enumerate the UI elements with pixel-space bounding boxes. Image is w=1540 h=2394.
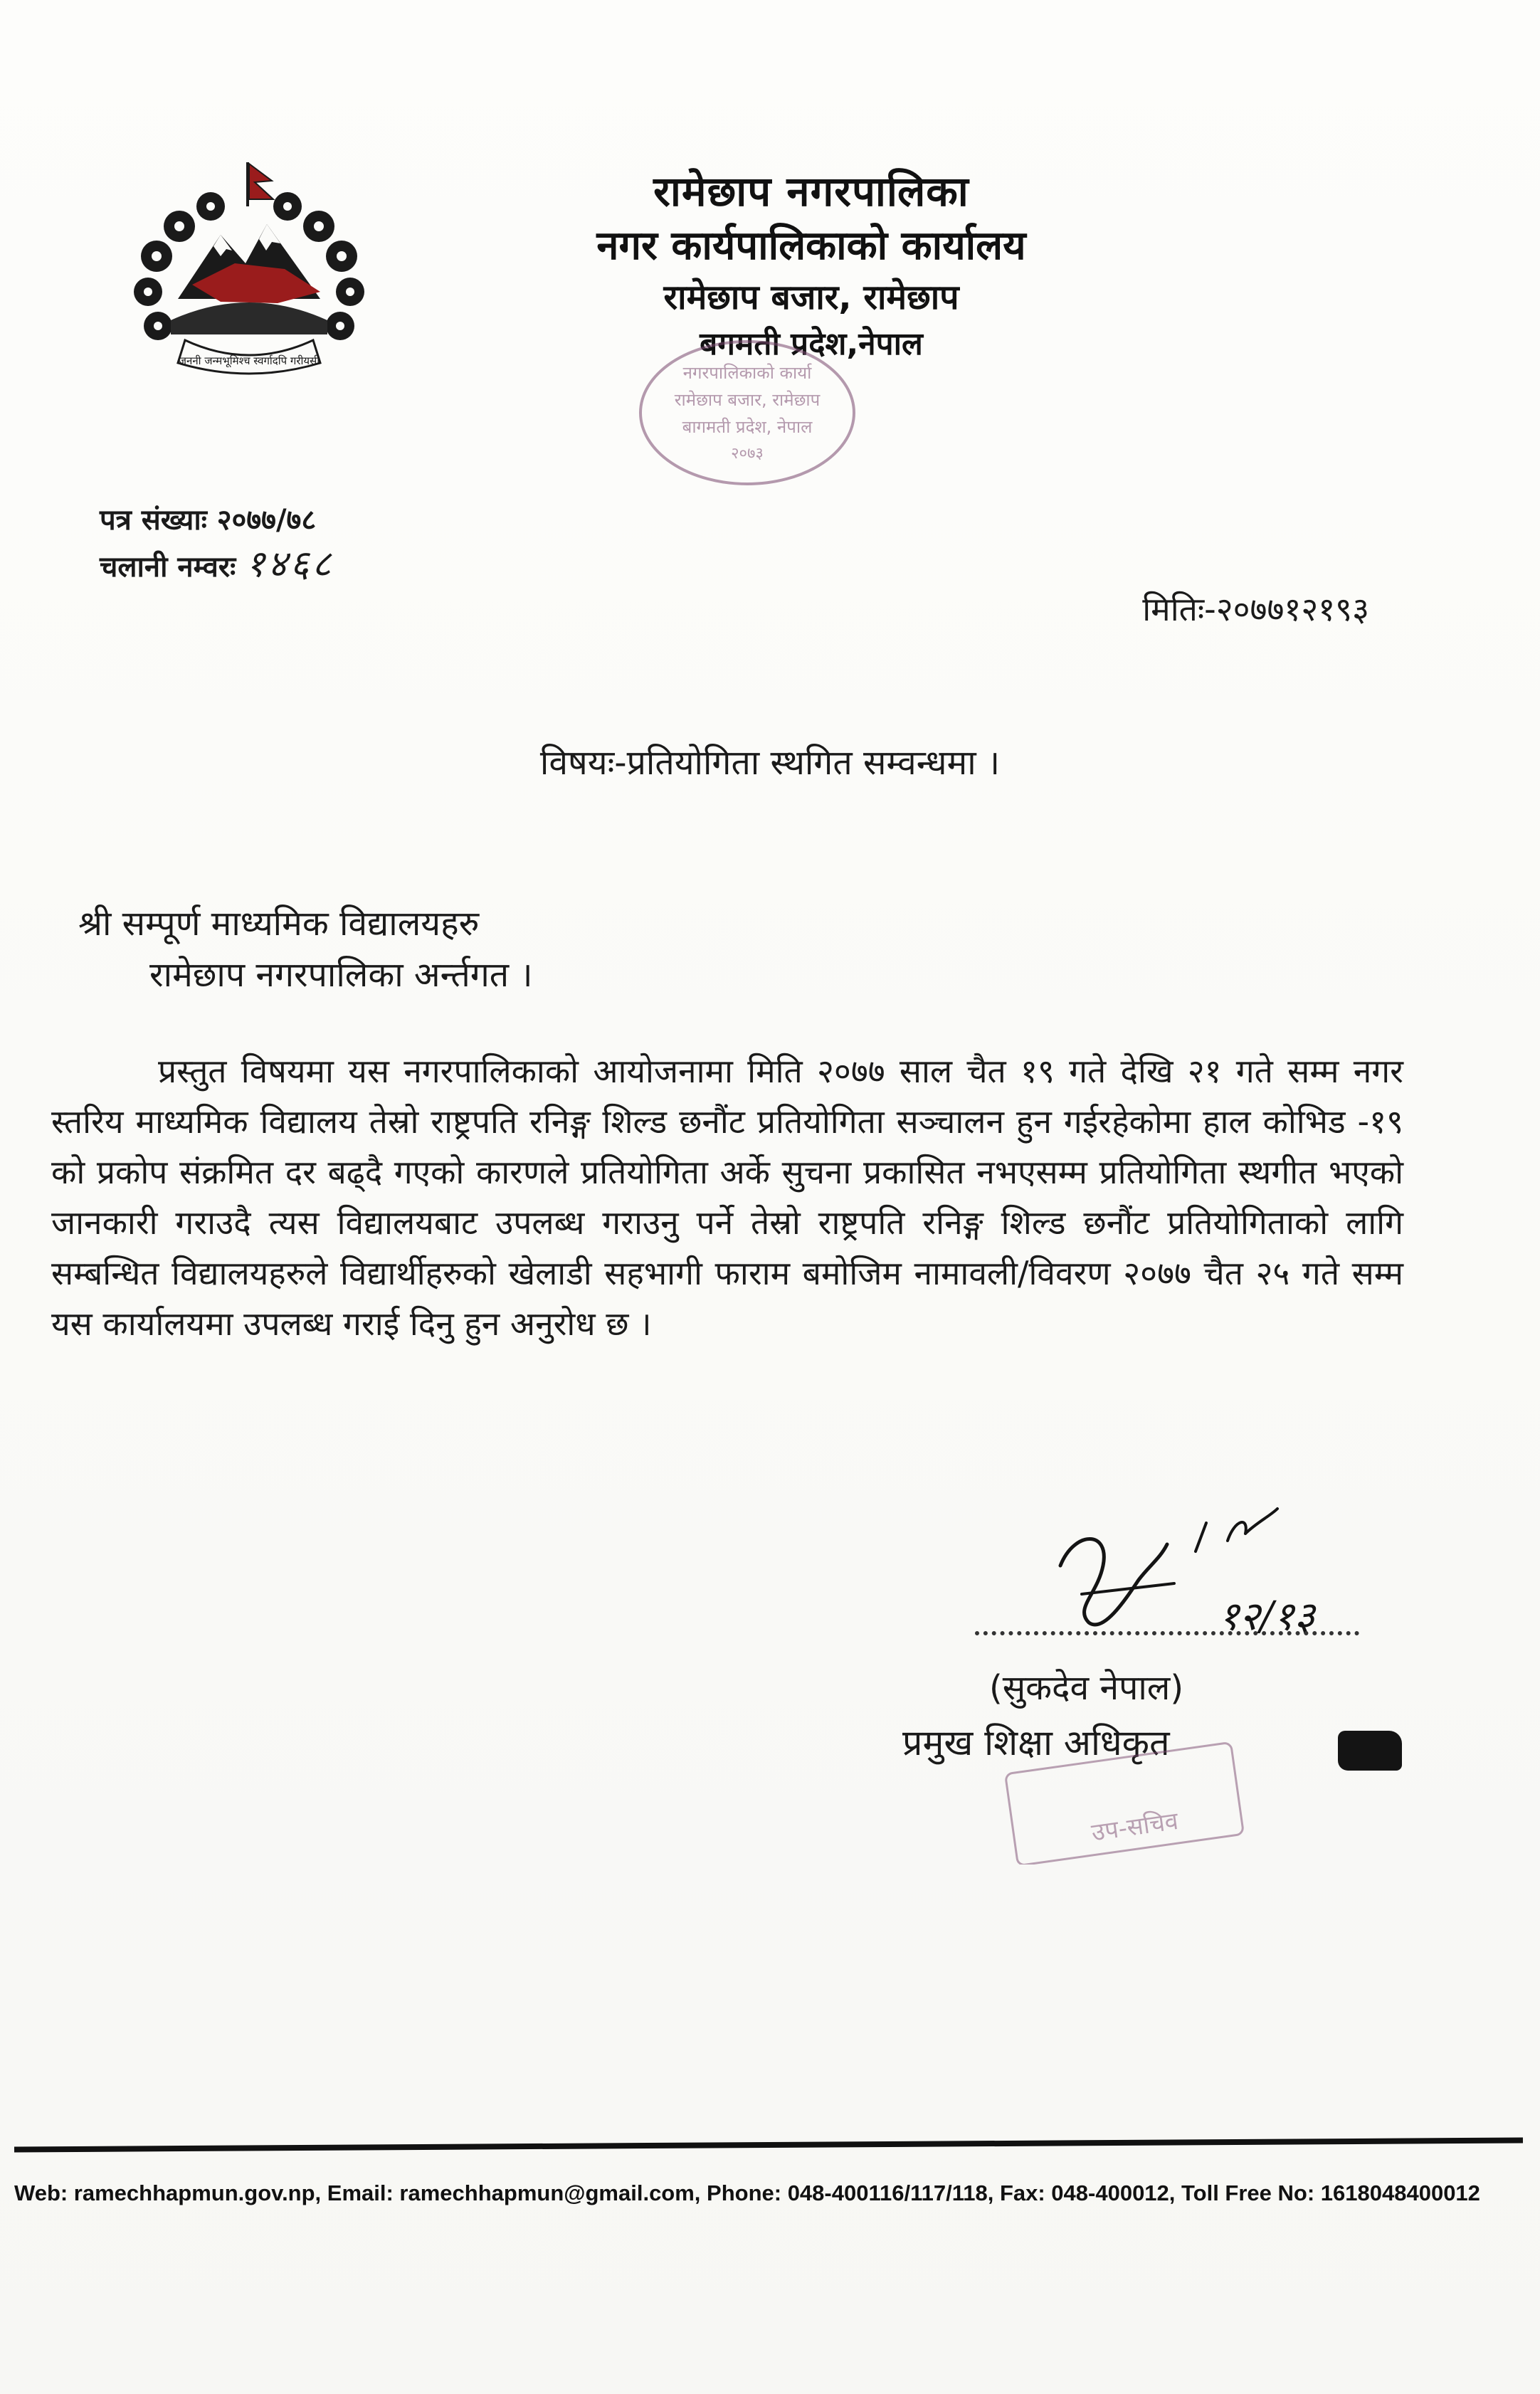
signatory-stamp-icon (996, 1736, 1252, 1865)
office-seal-stamp-icon (633, 334, 861, 491)
office-address: रामेछाप बजार, रामेछाप (663, 278, 959, 317)
footer-contact: Web: ramechhapmun.gov.np, Email: ramechhapmun@gmail.com, Phone: 048-400116/117/118, Fax: 048-400012, Toll Free No: 1618048400012 (14, 2181, 1480, 2205)
office-seal-text-1: नगरपालिकाको कार्या (682, 363, 812, 383)
signatory-title: प्रमुख शिक्षा अधिकृत (902, 1722, 1170, 1763)
office-seal-text-3: बागमती प्रदेश, नेपाल (682, 417, 813, 437)
municipality-name: रामेछाप नगरपालिका (653, 167, 969, 216)
nepal-emblem-icon (114, 157, 384, 391)
letter-body: प्रस्तुत विषयमा यस नगरपालिकाको आयोजनामा मिति २०७७ साल चैत १९ गते देखि २१ गते सम्म नगर स्तरिय माध्यमिक विद्यालय तेस्रो राष्ट्रपति रनिङ्ग शिल्ड छनौंट प्रतियोगिता सञ्चालन हुन गईरहेकोमा हाल कोभिड -१९ को प्रकोप संक्रमित दर बढ्दै गएको कारणले प्रतियोगिता अर्के सुचना प्रकासित नभएसम्म प्रतियोगिता स्थगीत भएको जानकारी गराउदै त्यस विद्यालयबाट उपलब्ध गराउनु पर्ने तेस्रो राष्ट्रपति रनिङ्ग शिल्ड छनौंट प्रतियोगिताको लागि सम्बन्धित विद्यालयहरुले विद्यार्थीहरुको खेलाडी सहभागी फाराम बमोजिम नामावली/विवरण २०७७ चैत २५ गते सम्म यस कार्यालयमा उपलब्ध गराई दिनु हुन अनुरोध छ । (51, 1052, 1403, 1343)
date-value: २०७७१२१९३ (1215, 590, 1369, 628)
signatory-name: (सुकदेव नेपाल) (989, 1668, 1184, 1708)
letter-number-row (100, 498, 334, 542)
province-country: बगमती प्रदेश,नेपाल (700, 326, 923, 362)
letter-number-label: पत्र संख्याः (100, 504, 207, 537)
signature-dotted-line (975, 1631, 1359, 1635)
letter-date (1142, 588, 1369, 631)
dispatch-number-row (100, 542, 334, 589)
office-seal-text-2: रामेछाप बजार, रामेछाप (674, 390, 821, 410)
footer-rule (14, 2138, 1523, 2153)
recipient-line-1: श्री सम्पूर्ण माध्यमिक विद्यालयहरु (78, 904, 480, 944)
recipient-line-2: रामेछाप नगरपालिका अर्न्तगत । (149, 955, 533, 995)
signature-date: १२/१३ (1218, 1593, 1315, 1640)
recipient-block (78, 898, 533, 1001)
date-label: मितिः- (1142, 590, 1216, 628)
dispatch-number-value: १४६८ (246, 543, 334, 586)
office-name: नगर कार्यपालिकाको कार्यालय (596, 223, 1026, 269)
letter-number-value: २०७७/७८ (216, 504, 317, 537)
ink-blot (1338, 1731, 1402, 1771)
emblem-motto: जननी जन्मभूमिश्च स्वर्गादपि गरीयसी (178, 354, 320, 367)
letter-subject: विषयः-प्रतियोगिता स्थगित सम्वन्धमा । (539, 743, 1001, 783)
reference-block (100, 498, 334, 589)
signatory-stamp-text: उप-सचिव (1090, 1806, 1181, 1847)
office-seal-text-4: २०७३ (731, 445, 764, 463)
dispatch-number-label: चलानी नम्वरः (100, 551, 236, 584)
